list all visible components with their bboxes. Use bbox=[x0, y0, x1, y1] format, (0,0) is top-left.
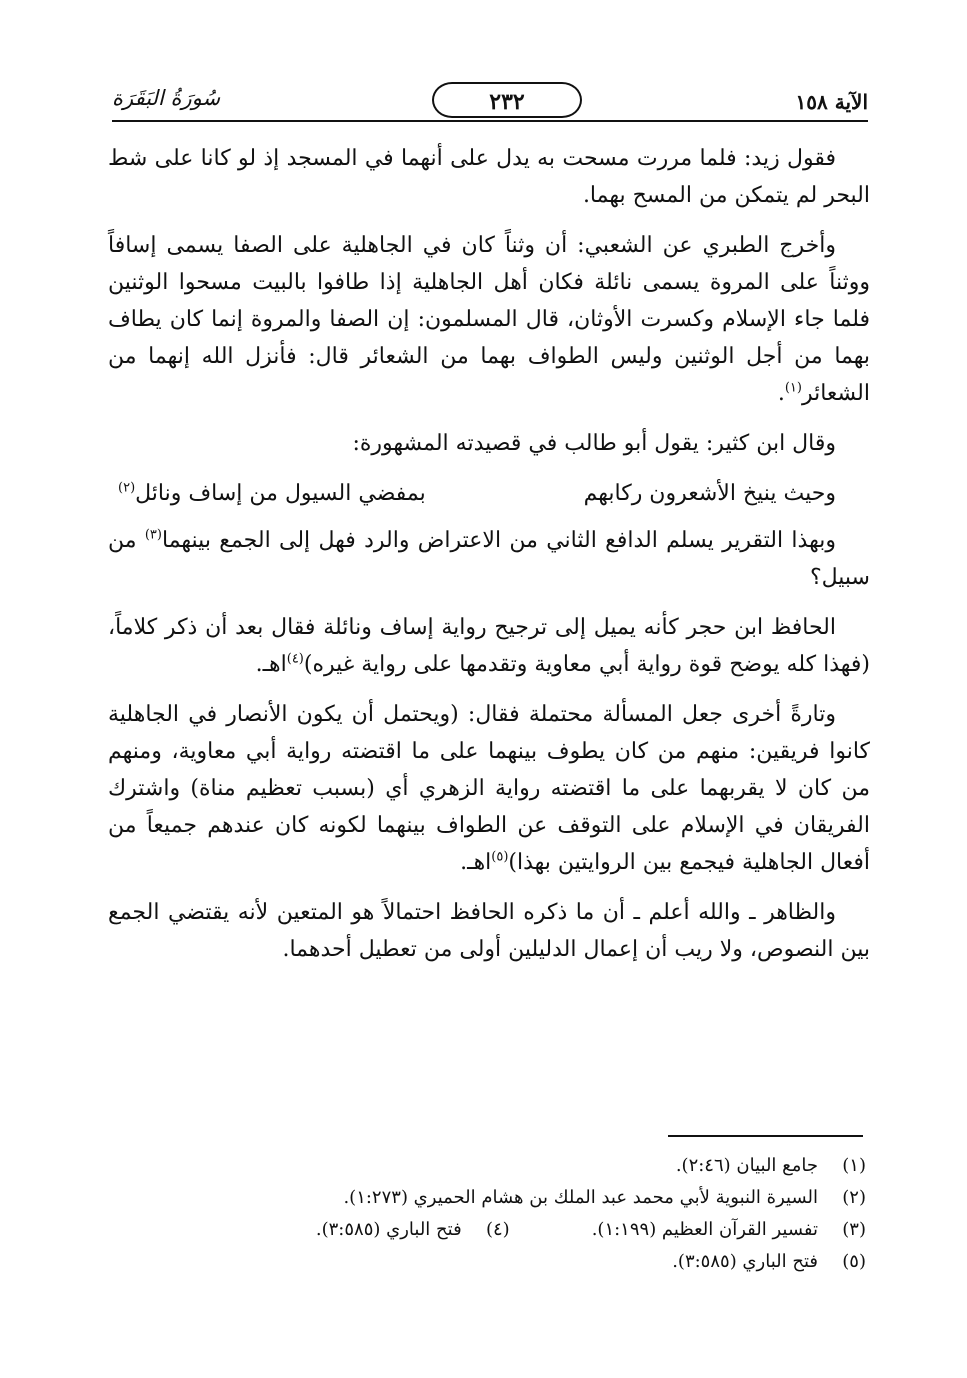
footnote-rule bbox=[668, 1135, 863, 1137]
footnotes bbox=[108, 1150, 866, 1278]
footnote-item: (٣) تفسير القرآن العظيم (١:١٩٩). (٤) فتح الباري (٣:٥٨٥). bbox=[315, 1219, 866, 1240]
footnote-ref: (٥) bbox=[491, 849, 509, 865]
paragraph: وأخرج الطبري عن الشعبي: أن وثناً كان في الجاهلية على الصفا يسمى إسافاً ووثناً على المروة يسمى نائلة فكان أهل الجاهلية إذا طافوا بالبيت مسحوا الوثنين فلما جاء الإسلام وكسرت الأوثان، قال المسلمون: إن الصفا والمروة إنما كان يطاف بهما من أجل الوثنين وليس الطواف بهما من الشعائر قال: فأنزل الله إنهما من الشعائر$^{(١)}$. bbox=[108, 233, 870, 406]
page-number: ٢٣٢ bbox=[432, 82, 582, 118]
footnote-ref: (٣) bbox=[144, 527, 162, 543]
verse-label: الآية ١٥٨ bbox=[795, 90, 868, 114]
surah-title: سُورَةُ البَقَرَة bbox=[112, 86, 221, 110]
footnote-ref: (٢) bbox=[118, 480, 136, 496]
paragraph: وقال ابن كثير: يقول أبو طالب في قصيدته المشهورة: bbox=[352, 431, 836, 456]
header-rule bbox=[112, 120, 868, 122]
poem-first-hemistich: وحيث ينيخ الأشعرون ركابهم bbox=[583, 481, 836, 506]
paragraph: وتارةً أخرى جعل المسألة محتملة فقال: (ويحتمل أن يكون الأنصار في الجاهلية كانوا فريقين: منهم من كان يطوف بينهما على ما اقتضته رواية أبي معاوية، ومنهم من كان لا يقربهما على ما اقتضته رواية الزهري أي (بسبب تعظيم مناة) واشترك الفريقان في الإسلام على التوقف عن الطواف بينهما لكونه كان عندهم جميعاً من أفعال الجاهلية فيجمع بين الروايتين بهذا)$^{(٥)}$اهـ. bbox=[108, 702, 871, 875]
footnote-item: (٢) السيرة النبوية لأبي محمد عبد الملك بن هشام الحميري (١:٢٧٣). bbox=[343, 1187, 866, 1208]
paragraph: والظاهر ـ والله أعلم ـ أن ما ذكره الحافظ احتمالاً هو المتعين لأنه يقتضي الجمع بين النصوص، ولا ريب أن إعمال الدليلين أولى من تعطيل أحدهما. bbox=[108, 900, 870, 962]
footnote-item: (١) جامع البيان (٢:٤٦). bbox=[675, 1155, 866, 1176]
paragraph: وبهذا التقرير يسلم الدافع الثاني من الاعتراض والرد فهل إلى الجمع بينهما$^{(٣)}$ من سبيل؟ bbox=[108, 527, 870, 590]
paragraph: فقول زيد: فلما مررت مسحت به يدل على أنهما في المسجد إذ لو كانا على شط البحر لم يتمكن من المسح بهما. bbox=[108, 146, 870, 208]
footnote-ref: (١) bbox=[784, 380, 802, 396]
footnote-item: (٥) فتح الباري (٣:٥٨٥). bbox=[672, 1251, 866, 1272]
paragraph: الحافظ ابن حجر كأنه يميل إلى ترجيح رواية إساف ونائلة فقال بعد أن ذكر كلاماً، (فهذا كله يوضح قوة رواية أبي معاوية وتقدمها على رواية غيره)$^{(٤)}$اهـ. bbox=[108, 615, 870, 677]
poem-verse bbox=[108, 475, 870, 512]
page-header bbox=[112, 82, 868, 122]
poem-second-hemistich: بمفضي السيول من إساف ونائل$^{(٢)}$ bbox=[118, 480, 426, 506]
body-text bbox=[108, 140, 870, 981]
footnote-ref: (٤) bbox=[286, 651, 304, 667]
